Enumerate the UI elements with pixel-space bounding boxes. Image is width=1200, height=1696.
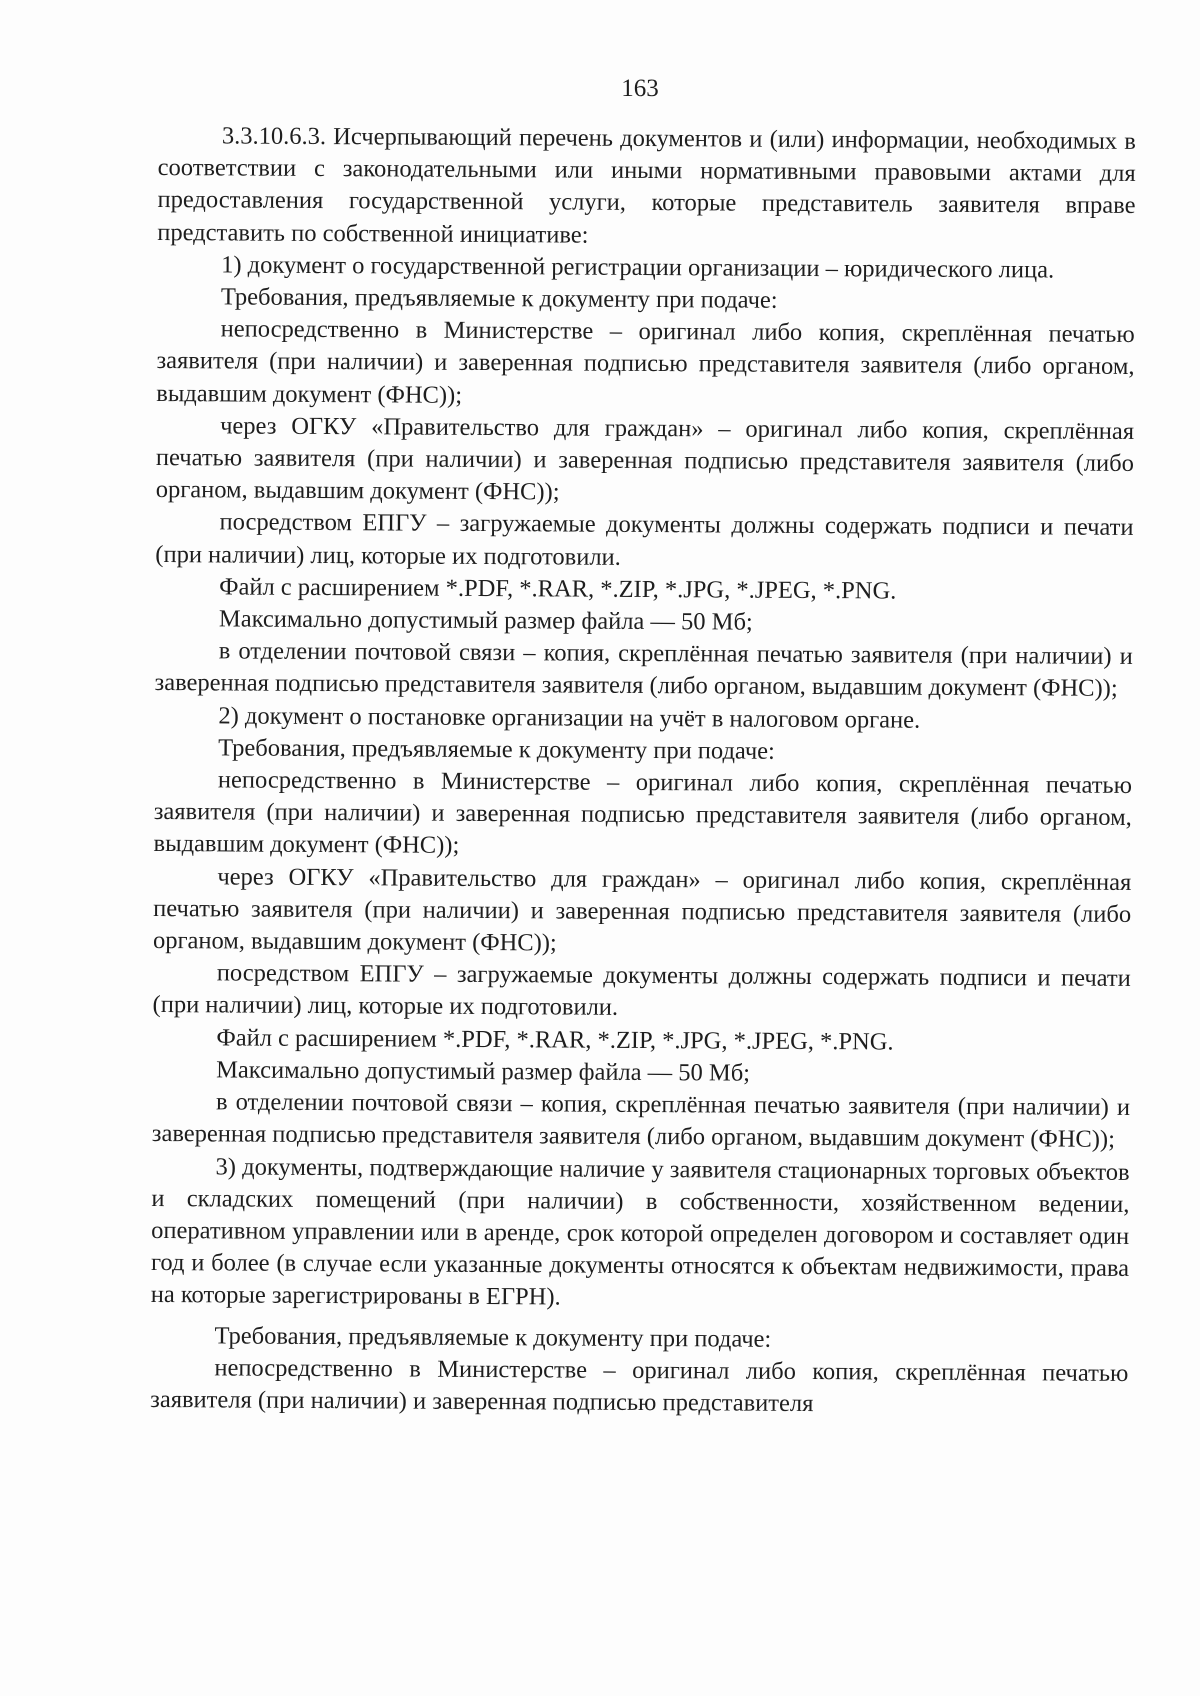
requirement-via-epgu: посредством ЕПГУ – загружаемые документы должны содержать подписи и печати (при наличии) лиц, которые их подготовили. — [152, 959, 1131, 1022]
requirement-via-post-office: в отделении почтовой связи – копия, скреплённая печатью заявителя (при наличии) и заверенная подписью представителя заявителя (либо органом, выдавшим документ (ФНС)); — [154, 637, 1133, 703]
file-extensions-note: Файл с расширением *.PDF, *.RAR, *.ZIP, *.JPG, *.JPEG, *.PNG. — [216, 1024, 894, 1056]
requirement-in-ministry: непосредственно в Министерстве – оригинал либо копия, скреплённая печатью заявителя (при наличии) и заверенная подписью представителя — [150, 1354, 1129, 1417]
requirements-heading: Требования, предъявляемые к документу при подаче: — [220, 283, 778, 314]
page-number: 163 — [621, 75, 659, 102]
requirement-via-ogku: через ОГКУ «Правительство для граждан» – оригинал либо копия, скреплённая печатью заявителя (при наличии) и заверенная подписью представителя заявителя (либо органом, выдавшим документ (ФНС)); — [152, 863, 1132, 957]
requirements-heading: Требования, предъявляемые к документу при подаче: — [214, 1321, 772, 1353]
item-1-state-registration-document: 1) документ о государственной регистрации организации – юридического лица. — [221, 251, 1055, 284]
requirement-in-ministry: непосредственно в Министерстве – оригинал либо копия, скреплённая печатью заявителя (при наличии) и заверенная подписью представителя заявителя (либо органом, выдавшим документ (ФНС)); — [156, 315, 1135, 409]
max-file-size-note: Максимально допустимый размер файла — 50 Мб; — [216, 1056, 751, 1087]
item-3-trade-and-warehouse-documents: 3) документы, подтверждающие наличие у заявителя стационарных торговых объектов и складских помещений (при наличии) в собственности, хозяйственном ведении, оперативном управлении или в аренде, срок которой определен договором и составляет один год и более (в случае если указанные документы относятся к объектам недвижимости, права на которые зарегистрированы в ЕГРН). — [150, 1152, 1130, 1311]
document-body — [150, 120, 1136, 1422]
requirement-in-ministry: непосредственно в Министерстве – оригинал либо копия, скреплённая печатью заявителя (при наличии) и заверенная подписью представителя заявителя (либо органом, выдавшим документ (ФНС)); — [153, 766, 1133, 860]
item-2-tax-registration-document: 2) документ о постановке организации на учёт в налоговом органе. — [218, 702, 921, 734]
file-extensions-note: Файл с расширением *.PDF, *.RAR, *.ZIP, *.JPG, *.JPEG, *.PNG. — [219, 573, 897, 605]
requirement-via-epgu: посредством ЕПГУ – загружаемые документы должны содержать подписи и печати (при наличии) лиц, которые их подготовили. — [155, 508, 1134, 571]
requirement-via-ogku: через ОГКУ «Правительство для граждан» – оригинал либо копия, скреплённая печатью заявителя (при наличии) и заверенная подписью представителя заявителя (либо органом, выдавшим документ (ФНС)); — [155, 412, 1135, 506]
requirement-via-post-office: в отделении почтовой связи – копия, скреплённая печатью заявителя (при наличии) и заверенная подписью представителя заявителя (либо органом, выдавшим документ (ФНС)); — [151, 1088, 1131, 1154]
max-file-size-note: Максимально допустимый размер файла — 50 Мб; — [218, 605, 753, 636]
requirements-heading: Требования, предъявляемые к документу при подаче: — [218, 734, 775, 765]
paragraph-3-3-10-6-3-intro: 3.3.10.6.3. Исчерпывающий перечень документов и (или) информации, необходимых в соответствии с законодательными или иными нормативными правовыми актами для предоставления государственной услуги, которые представитель заявителя вправе представить по собственной инициативе: — [157, 122, 1136, 249]
